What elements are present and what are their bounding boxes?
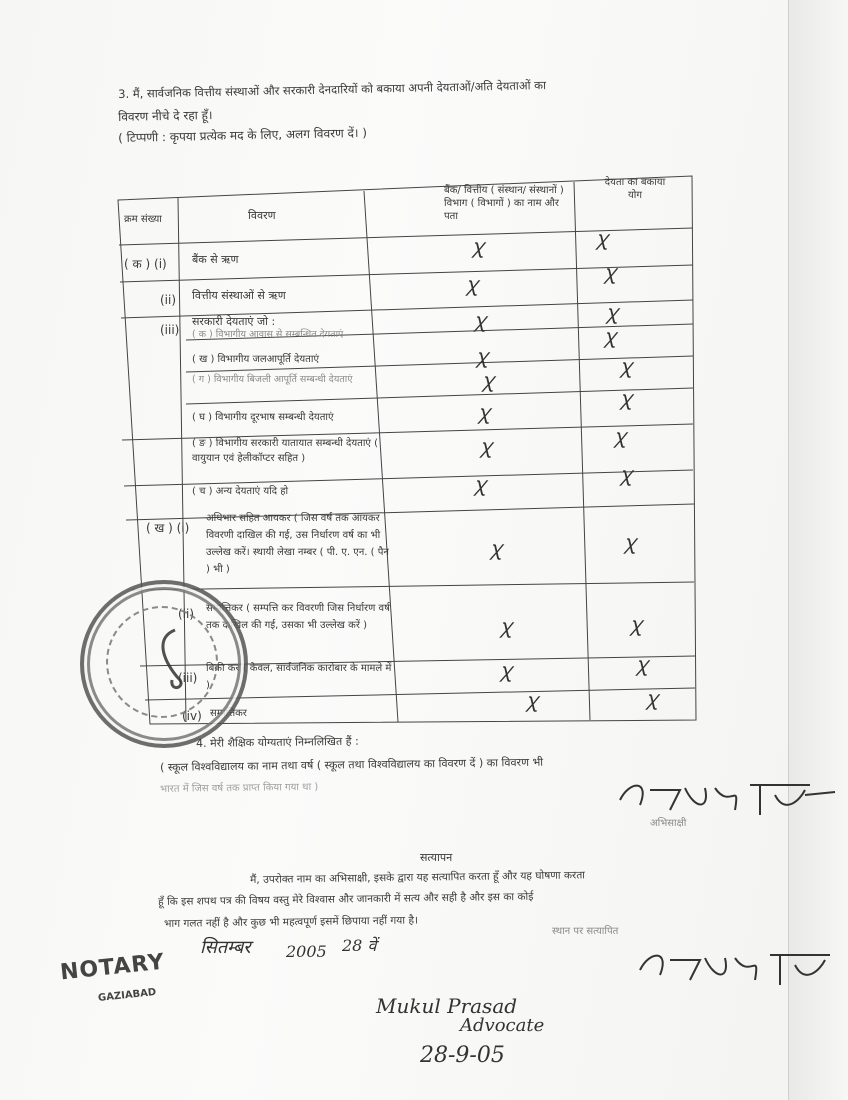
nil-mark: ꭓ	[596, 226, 608, 250]
header-serial: क्रम संख्या	[124, 214, 162, 225]
nil-mark: ꭓ	[476, 344, 488, 368]
handwritten-year: 2005	[286, 942, 327, 961]
nil-mark: ꭓ	[620, 386, 632, 410]
nil-mark: ꭓ	[474, 472, 486, 496]
nil-mark: ꭓ	[472, 234, 484, 258]
notary-stamp: NOTARY	[58, 949, 167, 986]
section3-intro-line2: विवरण नीचे दे रहा हूँ।	[118, 108, 213, 124]
verification-place: स्थान पर सत्यापित	[552, 926, 619, 937]
section3-note: ( टिप्पणी : कृपया प्रत्येक मद के लिए, अलग विवरण दें। )	[118, 125, 368, 145]
notary-round-stamp	[80, 580, 248, 748]
section4-line2: ( स्कूल विश्वविद्यालय का नाम तथा वर्ष ( स्कूल तथा विश्वविद्यालय का विवरण दें ) का विवरण भी	[160, 755, 544, 774]
row-serial-kha-iv: (iv)	[182, 709, 202, 723]
header-details: विवरण	[248, 209, 276, 222]
row-serial-iii: (iii)	[160, 323, 180, 337]
nil-mark: ꭓ	[620, 354, 632, 378]
deponent-label: अभिसाक्षी	[650, 818, 687, 829]
deponent-signature-2	[630, 940, 840, 1000]
nil-mark: ꭓ	[500, 614, 512, 638]
nil-mark: ꭓ	[474, 308, 486, 332]
section3-intro-line1: 3. मैं, सार्वजनिक वित्तीय संस्थाओं और सरकारी देनदारियों को बकाया अपनी देयताओं/अति देयताओं का	[118, 78, 547, 101]
row-details-income-tax: अधिभार सहित आयकर ( जिस वर्ष तक आयकर विवरणी दाखिल की गई, उस निर्धारण वर्ष का भी उल्लेख करें। स्थायी लेखा नम्बर ( पी. ए. एन. ( पैन ) भी )	[206, 513, 389, 575]
row-details-sales-tax: बिक्री कर ( केवल, सार्वजनिक कारोबार के मामले में )	[206, 663, 392, 691]
page-edge	[788, 0, 848, 1100]
nil-mark: ꭓ	[526, 688, 538, 712]
nil-mark: ꭓ	[478, 400, 490, 424]
nil-mark: ꭓ	[630, 612, 642, 636]
nil-mark: ꭓ	[482, 368, 494, 392]
row-details-telephone: ( घ ) विभागीय दूरभाष सम्बन्धी देयताएं	[192, 412, 334, 423]
notary-stamp-city: GAZIABAD	[97, 986, 157, 1005]
row-details-other: ( च ) अन्य देयताएं यदि हो	[192, 486, 289, 497]
handwritten-month: सितम्बर	[200, 937, 251, 958]
nil-mark: ꭓ	[636, 652, 648, 676]
row-details-transport: ( ङ ) विभागीय सरकारी यातायात सम्बन्धी देयताएं ( वायुयान एवं हेलीकॉप्टर सहित )	[192, 438, 379, 464]
advocate-name: Mukul Prasad	[376, 994, 518, 1018]
nil-mark: ꭓ	[480, 434, 492, 458]
section4-line3: भारत में जिस वर्ष तक प्राप्त किया गया था )	[160, 781, 319, 795]
nil-mark: ꭓ	[620, 462, 632, 486]
row-serial-ii: (ii)	[160, 293, 177, 307]
nil-mark: ꭓ	[490, 536, 502, 560]
row-details-housing: ( क ) विभागीय आवास से सम्बन्धित देयताएं	[192, 329, 344, 340]
nil-mark: ꭓ	[604, 260, 616, 284]
advocate-title: Advocate	[460, 1015, 545, 1036]
nil-mark: ꭓ	[500, 658, 512, 682]
verification-line2: हूँ कि इस शपथ पत्र की विषय वस्तु मेरे विश्वास और जानकारी में सत्य और सही है और इस का कोई	[158, 890, 534, 908]
header-bank: बैंक/ वित्तीय ( संस्थान/ संस्थानों ) विभाग ( विभागों ) का नाम और पता	[444, 185, 564, 222]
row-details-bank-loan: बैंक से ऋण	[192, 253, 239, 266]
row-details-wealth-tax: सम्पत्तिकर ( सम्पत्ति कर विवरणी जिस निर्धारण वर्ष तक दाखिल की गई, उसका भी उल्लेख करें )	[206, 603, 390, 631]
nil-mark: ꭓ	[604, 324, 616, 348]
row-serial-kha-i: ( ख ) (i)	[146, 521, 190, 535]
section4-title: 4. मेरी शैक्षिक योग्यताएं निम्नलिखित हैं :	[196, 734, 359, 750]
nil-mark: ꭓ	[646, 686, 658, 710]
row-details-fin-loan: वित्तीय संस्थाओं से ऋण	[192, 289, 286, 302]
row-serial-ka-i: ( क ) (i)	[124, 257, 167, 271]
handwritten-day: 28 वें	[342, 936, 377, 955]
nil-mark: ꭓ	[606, 300, 618, 324]
nil-mark: ꭓ	[614, 424, 626, 448]
advocate-date: 28-9-05	[420, 1043, 505, 1068]
nil-mark: ꭓ	[466, 272, 478, 296]
row-details-property-tax: सम्पत्तिकर	[210, 708, 247, 719]
row-details-water: ( ख ) विभागीय जलआपूर्ति देयताएं	[192, 354, 319, 365]
row-serial-kha-ii: (ii)	[178, 607, 195, 621]
header-amount: देयता का बकाया योग	[604, 177, 666, 201]
row-details-electricity: ( ग ) विभागीय बिजली आपूर्ति सम्बन्धी देयताएं	[192, 374, 353, 385]
row-details-govt-dues: सरकारी देयताएं जो :	[192, 315, 276, 328]
row-serial-kha-iii: (iii)	[178, 671, 198, 685]
verification-line1: मैं, उपरोक्त नाम का अभिसाक्षी, इसके द्वारा यह सत्यापित करता हूँ और यह घोषणा करता	[250, 869, 586, 886]
nil-mark: ꭓ	[624, 530, 636, 554]
deponent-signature	[610, 770, 840, 830]
stamp-signature-mark	[80, 580, 240, 740]
verification-title: सत्यापन	[420, 851, 453, 864]
verification-line3: भाग गलत नहीं है और कुछ भी महत्वपूर्ण इसमें छिपाया नहीं गया है।	[164, 914, 419, 930]
